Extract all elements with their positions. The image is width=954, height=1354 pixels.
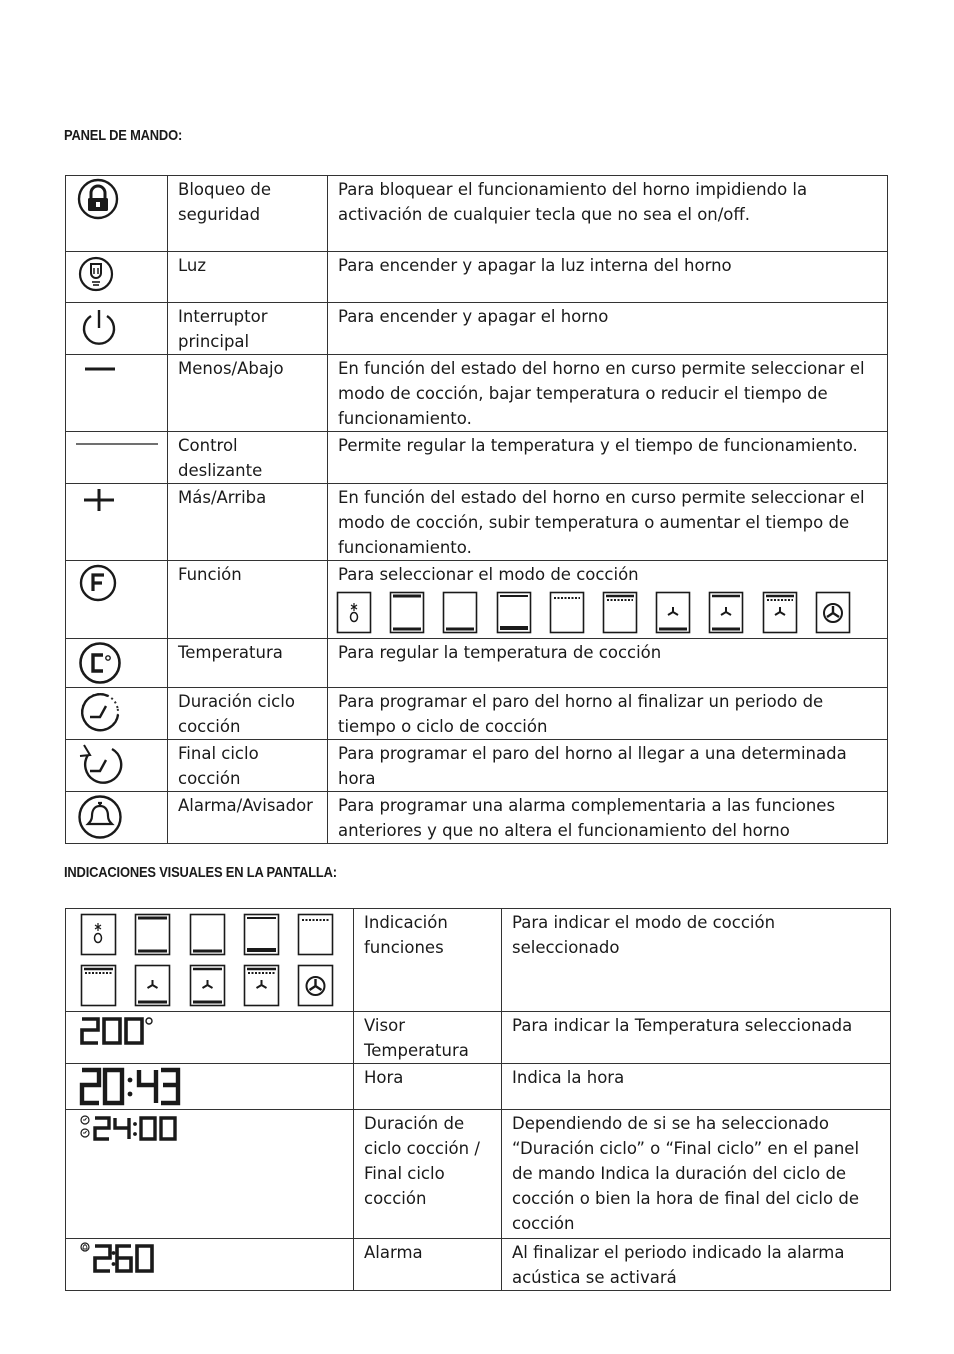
- defrost-fan-icon: [297, 964, 334, 1007]
- table-row: [66, 639, 888, 688]
- table-row: [66, 303, 888, 355]
- indication-name: Indicación funciones: [364, 913, 448, 957]
- light-bulb-icon: [78, 255, 114, 293]
- control-description: Para encender y apagar la luz interna del horno: [338, 256, 732, 275]
- double-grill-icon: [602, 591, 638, 634]
- control-panel-table: [65, 175, 888, 844]
- table-row: [66, 561, 888, 639]
- icon-cell: [66, 176, 168, 252]
- temperature-c-icon: [78, 641, 122, 685]
- clock-display-icon: [79, 1066, 181, 1108]
- icon-cell: [66, 484, 168, 561]
- control-name: Interruptor principal: [178, 307, 268, 351]
- bell-icon: [77, 794, 123, 840]
- icon-cell: [66, 639, 168, 688]
- fan-top-bottom-heat-icon: [708, 591, 744, 634]
- icon-cell: [66, 1239, 354, 1291]
- icon-cell: [66, 792, 168, 844]
- control-name: Función: [178, 565, 242, 584]
- control-description: Para encender y apagar el horno: [338, 307, 609, 326]
- function-modes-strip: [336, 591, 881, 634]
- bottom-heat-icon: [442, 591, 478, 634]
- panel-heading: PANEL DE MANDO:: [64, 127, 183, 144]
- temperature-display-icon: [80, 1015, 154, 1049]
- grill-icon: [297, 913, 334, 956]
- display-heading: INDICACIONES VISUALES EN LA PANTALLA:: [64, 864, 337, 881]
- indication-description: Dependiendo de si se ha seleccionado “Duración ciclo” o “Final ciclo” en el panel de mando Indica la duración del ciclo de cocción o bien la hora de final del ciclo de cocción: [512, 1114, 860, 1233]
- fan-top-bottom-heat-icon: [189, 964, 226, 1007]
- plus-icon: [82, 486, 116, 514]
- lock-icon: [76, 178, 120, 222]
- top-bottom-heat-icon: [389, 591, 425, 634]
- fan-bottom-heat-icon: [655, 591, 691, 634]
- function-indicator-grid: [80, 913, 334, 1007]
- power-icon: [78, 306, 120, 348]
- icon-cell: [66, 740, 168, 792]
- table-row: [66, 688, 888, 740]
- table-row: [66, 1239, 891, 1291]
- table-row: [66, 176, 888, 252]
- icon-cell: [66, 1012, 354, 1064]
- display-indications-table: [65, 908, 891, 1291]
- bottom-heat-icon: [189, 913, 226, 956]
- icon-cell: [66, 355, 168, 432]
- alarm-display-icon: [79, 1241, 159, 1275]
- grill-icon: [549, 591, 585, 634]
- minus-icon: [83, 362, 117, 376]
- control-name: Bloqueo de seguridad: [178, 180, 272, 224]
- icon-cell: [66, 252, 168, 303]
- top-bottom-heat-icon: [134, 913, 171, 956]
- table-row: [66, 792, 888, 844]
- function-f-icon: [78, 563, 118, 603]
- control-description: Para seleccionar el modo de cocción: [338, 565, 639, 584]
- indication-description: Indica la hora: [512, 1068, 625, 1087]
- indication-name: Visor Temperatura: [364, 1016, 469, 1060]
- indication-description: Para indicar el modo de cocción seleccionado: [512, 913, 776, 957]
- control-name: Alarma/Avisador: [178, 796, 313, 815]
- control-name: Luz: [178, 256, 207, 275]
- table-row: [66, 909, 891, 1012]
- duration-display-icon: [79, 1114, 185, 1144]
- table-row: [66, 252, 888, 303]
- indication-name: Duración de ciclo cocción / Final ciclo cocción: [364, 1114, 480, 1208]
- fan-grill-icon: [762, 591, 798, 634]
- table-row: [66, 355, 888, 432]
- icon-cell: [66, 1064, 354, 1110]
- control-name: Duración ciclo cocción: [178, 692, 295, 736]
- lamp-mode-icon: [80, 913, 117, 956]
- cook-end-icon: [78, 741, 124, 787]
- control-name: Más/Arriba: [178, 488, 267, 507]
- control-description: Para programar el paro del horno al llegar a una determinada hora: [338, 744, 847, 788]
- indication-name: Alarma: [364, 1243, 423, 1262]
- bottom-heat-bold-icon: [496, 591, 532, 634]
- indication-description: Para indicar la Temperatura seleccionada: [512, 1016, 853, 1035]
- icon-cell: [66, 303, 168, 355]
- control-name: Control deslizante: [178, 436, 263, 480]
- control-name: Temperatura: [178, 643, 283, 662]
- icon-cell: [66, 1110, 354, 1239]
- fan-bottom-heat-icon: [134, 964, 171, 1007]
- control-description: Para bloquear el funcionamiento del horno impidiendo la activación de cualquier tecla que no sea el on/off.: [338, 180, 808, 224]
- control-description: Para regular la temperatura de cocción: [338, 643, 662, 662]
- table-row: [66, 740, 888, 792]
- double-grill-icon: [80, 964, 117, 1007]
- icon-cell: [66, 909, 354, 1012]
- icon-cell: [66, 561, 168, 639]
- table-row: [66, 1064, 891, 1110]
- control-name: Menos/Abajo: [178, 359, 284, 378]
- control-description: En función del estado del horno en curso permite seleccionar el modo de cocción, bajar temperatura o reducir el tiempo de funcionamiento.: [338, 359, 865, 428]
- indication-name: Hora: [364, 1068, 404, 1087]
- control-name: Final ciclo cocción: [178, 744, 259, 788]
- cook-duration-icon: [78, 690, 124, 734]
- control-description: Para programar una alarma complementaria a las funciones anteriores y que no altera el funcionamiento del horno: [338, 796, 836, 840]
- slider-line-icon: [76, 440, 158, 448]
- table-row: [66, 1110, 891, 1239]
- table-row: [66, 1012, 891, 1064]
- control-description: Permite regular la temperatura y el tiempo de funcionamiento.: [338, 436, 858, 455]
- table-row: [66, 484, 888, 561]
- table-row: [66, 432, 888, 484]
- control-description: En función del estado del horno en curso permite seleccionar el modo de cocción, subir temperatura o aumentar el tiempo de funcionamiento.: [338, 488, 865, 557]
- control-description: Para programar el paro del horno al finalizar un periodo de tiempo o ciclo de cocción: [338, 692, 824, 736]
- lamp-mode-icon: [336, 591, 372, 634]
- fan-grill-icon: [243, 964, 280, 1007]
- icon-cell: [66, 688, 168, 740]
- indication-description: Al finalizar el periodo indicado la alarma acústica se activará: [512, 1243, 845, 1287]
- bottom-heat-bold-icon: [243, 913, 280, 956]
- defrost-fan-icon: [815, 591, 851, 634]
- icon-cell: [66, 432, 168, 484]
